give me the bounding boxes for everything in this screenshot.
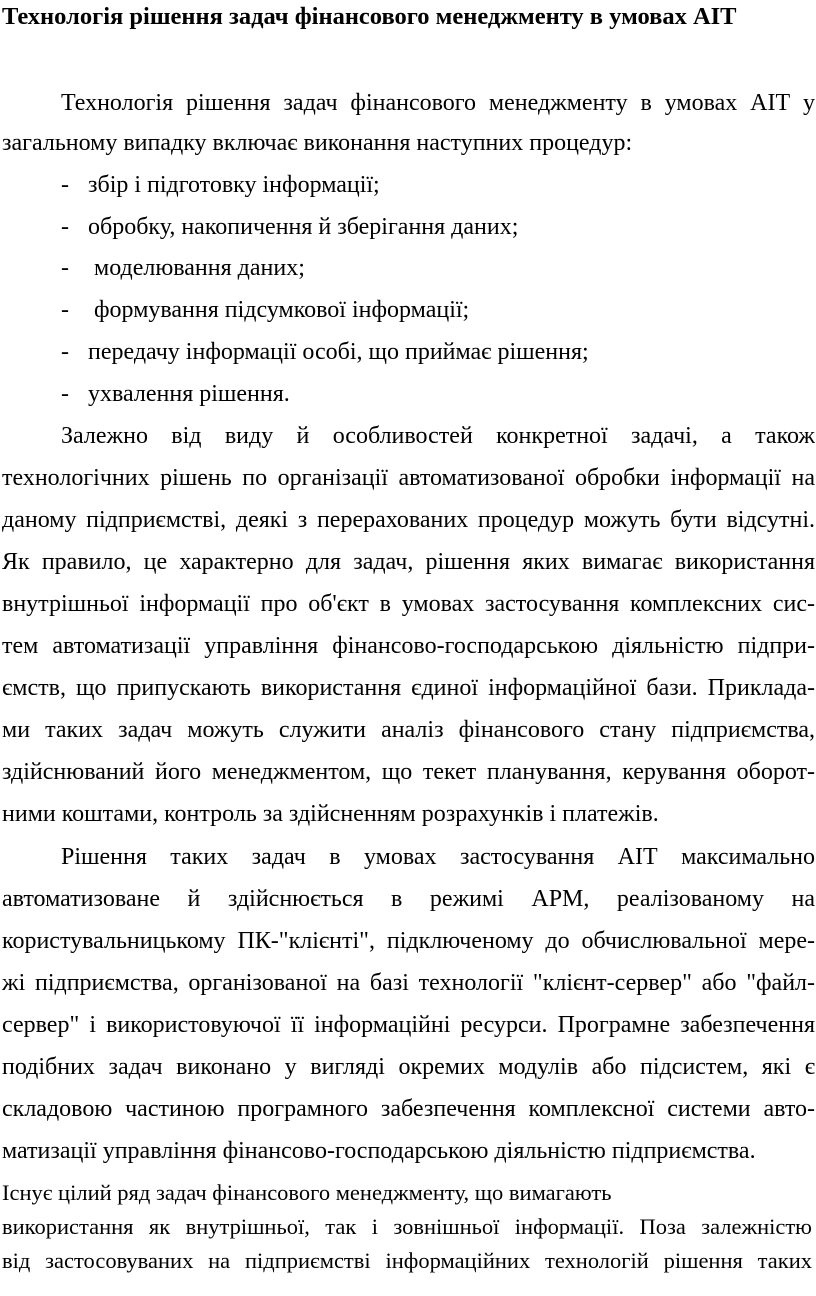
intro-line-1: Технологія рішення задач фінансового менеджменту в умовах АІТ у — [61, 90, 815, 116]
paragraph3-line: подібних задач виконано у вигляді окремих модулів або підсистем, які є — [2, 1054, 815, 1080]
paragraph3-line: користувальницькому ПК-"клієнті", підключеному до обчислювальної мере- — [2, 928, 815, 954]
list-item-text: моделювання даних; — [88, 255, 305, 281]
list-item — [61, 295, 816, 325]
paragraph4-line: використання як внутрішньої, так і зовнішньої інформації. Поза залежністю — [2, 1214, 812, 1239]
paragraph3-line: матизації управління фінансово-господарською діяльністю підприємства. — [2, 1138, 756, 1164]
list-item — [61, 253, 816, 283]
paragraph2-line: ними коштами, контроль за здійсненням розрахунків і платежів. — [2, 801, 659, 827]
list-item-text: ухвалення рішення. — [88, 381, 290, 407]
list-marker: - — [61, 255, 69, 281]
list-item-text: передачу інформації особі, що приймає рішення; — [88, 339, 589, 365]
list-marker: - — [61, 172, 69, 198]
list-marker: - — [61, 339, 69, 365]
paragraph3-line: складовою частиною програмного забезпечення комплексної системи авто- — [2, 1096, 815, 1122]
list-marker: - — [61, 297, 69, 323]
paragraph2-line: ми таких задач можуть служити аналіз фінансового стану підприємства, — [2, 717, 815, 743]
paragraph2-line: тем автоматизації управління фінансово-господарською діяльністю підпри- — [2, 633, 815, 659]
list-item — [61, 170, 816, 200]
paragraph3-line: сервер" і використовуючої її інформаційні ресурси. Програмне забезпечення — [2, 1012, 815, 1038]
paragraph2-line: Як правило, це характерно для задач, рішення яких вимагає використання — [2, 549, 815, 575]
list-item — [61, 212, 816, 242]
list-item-text: збір і підготовку інформації; — [88, 172, 380, 198]
document-title: Технологія рішення задач фінансового менеджменту в умовах АІТ — [2, 3, 737, 30]
paragraph3-line: жі підприємства, організованої на базі технології "клієнт-сервер" або "файл- — [2, 970, 815, 996]
list-marker: - — [61, 381, 69, 407]
list-item — [61, 379, 816, 409]
paragraph3-line: автоматизоване й здійснюється в режимі АРМ, реалізованому на — [2, 886, 815, 912]
list-marker: - — [61, 214, 69, 240]
list-item-text: формування підсумкової інформації; — [88, 297, 470, 323]
paragraph2-line: Залежно від виду й особливостей конкретної задачі, а також — [61, 423, 815, 449]
paragraph3-line: Рішення таких задач в умовах застосування АІТ максимально — [61, 844, 815, 870]
paragraph4-line: Існує цілий ряд задач фінансового менеджменту, що вимагають — [2, 1180, 612, 1205]
paragraph2-line: здійснюваний його менеджментом, що текет планування, керування оборот- — [2, 759, 815, 785]
intro-line-2: загальному випадку включає виконання наступних процедур: — [2, 130, 633, 156]
paragraph2-line: ємств, що припускають використання єдиної інформаційної бази. Приклада- — [2, 675, 815, 701]
paragraph2-line: технологічних рішень по організації автоматизованої обробки інформації на — [2, 465, 815, 491]
paragraph2-line: внутрішньої інформації про об'єкт в умовах застосування комплексних сис- — [2, 591, 815, 617]
list-item-text: обробку, накопичення й зберігання даних; — [88, 214, 519, 240]
list-item — [61, 337, 816, 367]
paragraph4-line: від застосовуваних на підприємстві інформаційних технологій рішення таких — [2, 1248, 812, 1273]
paragraph2-line: даному підприємстві, деякі з перерахованих процедур можуть бути відсутні. — [2, 507, 815, 533]
